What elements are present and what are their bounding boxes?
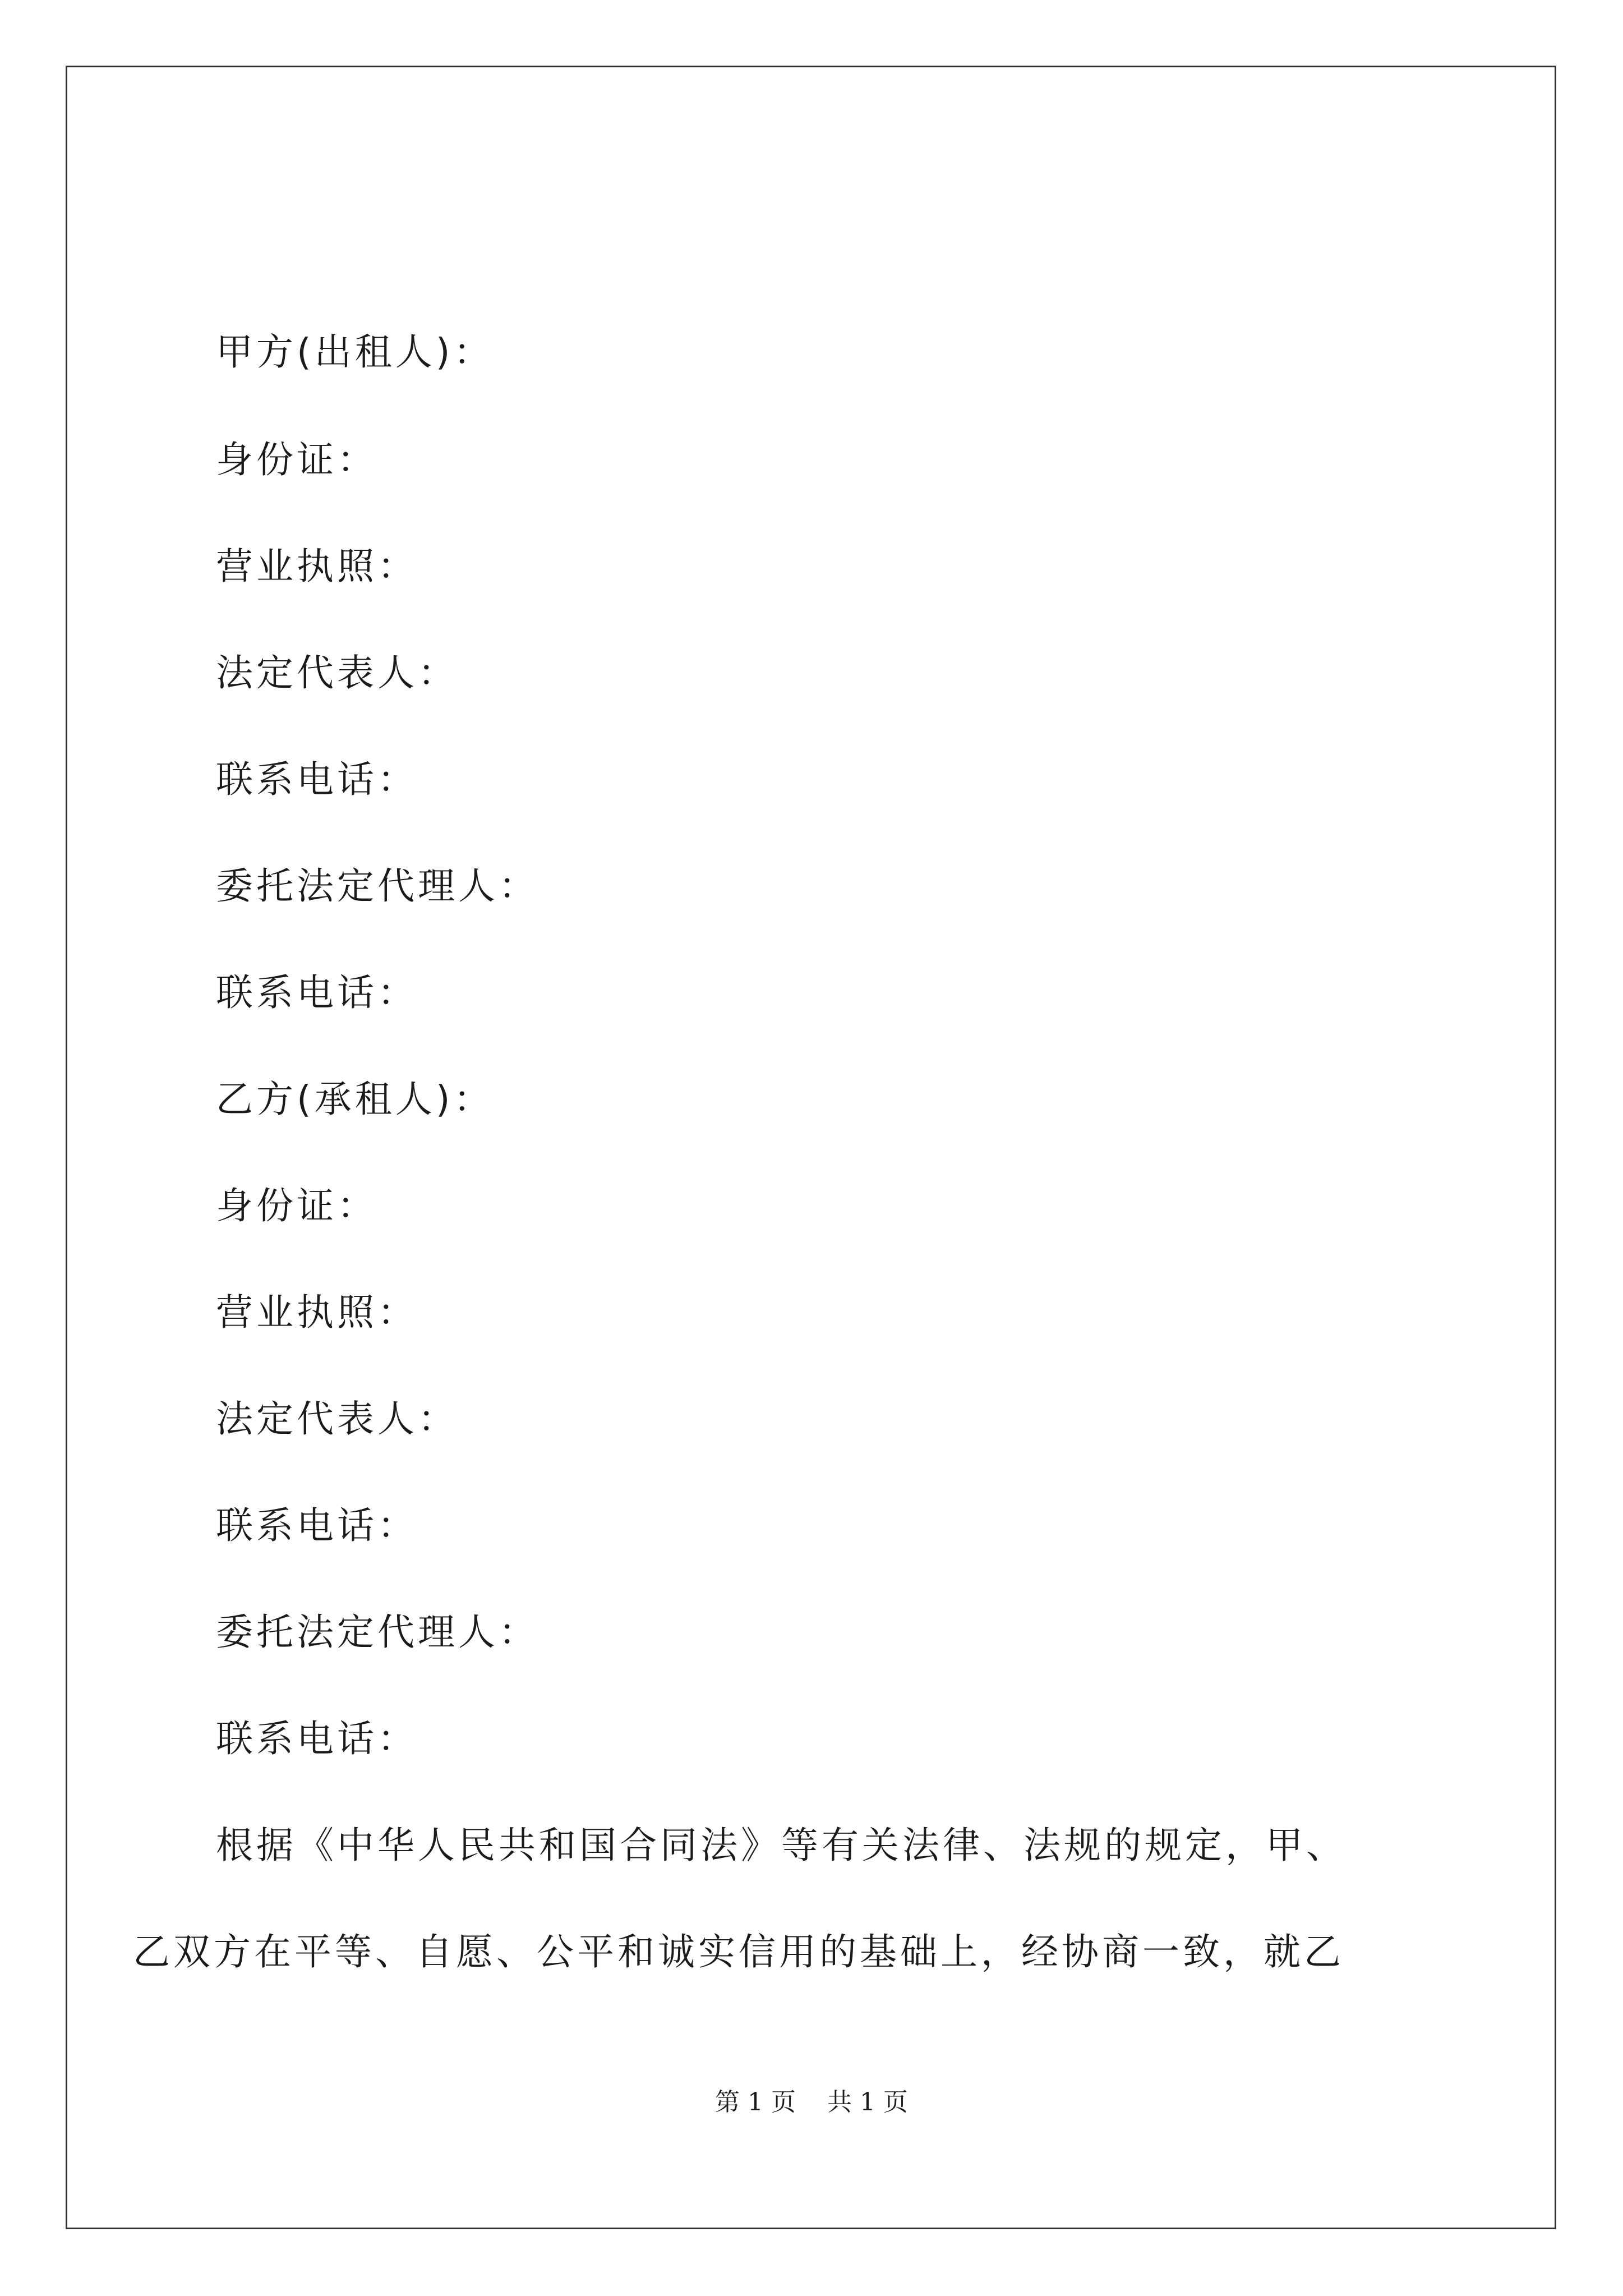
party-b-agent-label: 委托法定代理人： [216,1611,539,1654]
page-number: 第 1 页 [715,2088,796,2116]
party-a-id-label: 身份证： [216,438,377,481]
party-a-phone-label: 联系电话： [216,758,418,801]
party-a-agent-phone-label: 联系电话： [216,971,418,1014]
party-a-label: 甲方(出租人)： [216,330,494,374]
page-total: 共 1 页 [827,2088,908,2116]
party-a-agent-label: 委托法定代理人： [216,864,539,908]
party-b-label: 乙方(承租人)： [216,1078,494,1121]
page-footer [0,2086,1623,2119]
party-b-phone-label: 联系电话： [216,1504,418,1547]
party-b-legal-rep-label: 法定代表人： [216,1397,458,1441]
party-b-agent-phone-label: 联系电话： [216,1717,418,1760]
party-a-license-label: 营业执照： [216,545,418,588]
party-b-id-label: 身份证： [216,1184,377,1227]
page-frame [66,66,1556,2229]
paragraph-line-2: 乙双方在平等、自愿、公平和诚实信用的基础上，经协商一致，就乙 [133,1930,1344,1973]
party-a-legal-rep-label: 法定代表人： [216,651,458,694]
party-b-license-label: 营业执照： [216,1291,418,1334]
paragraph-line-1: 根据《中华人民共和国合同法》等有关法律、法规的规定，甲、 [216,1824,1347,1867]
